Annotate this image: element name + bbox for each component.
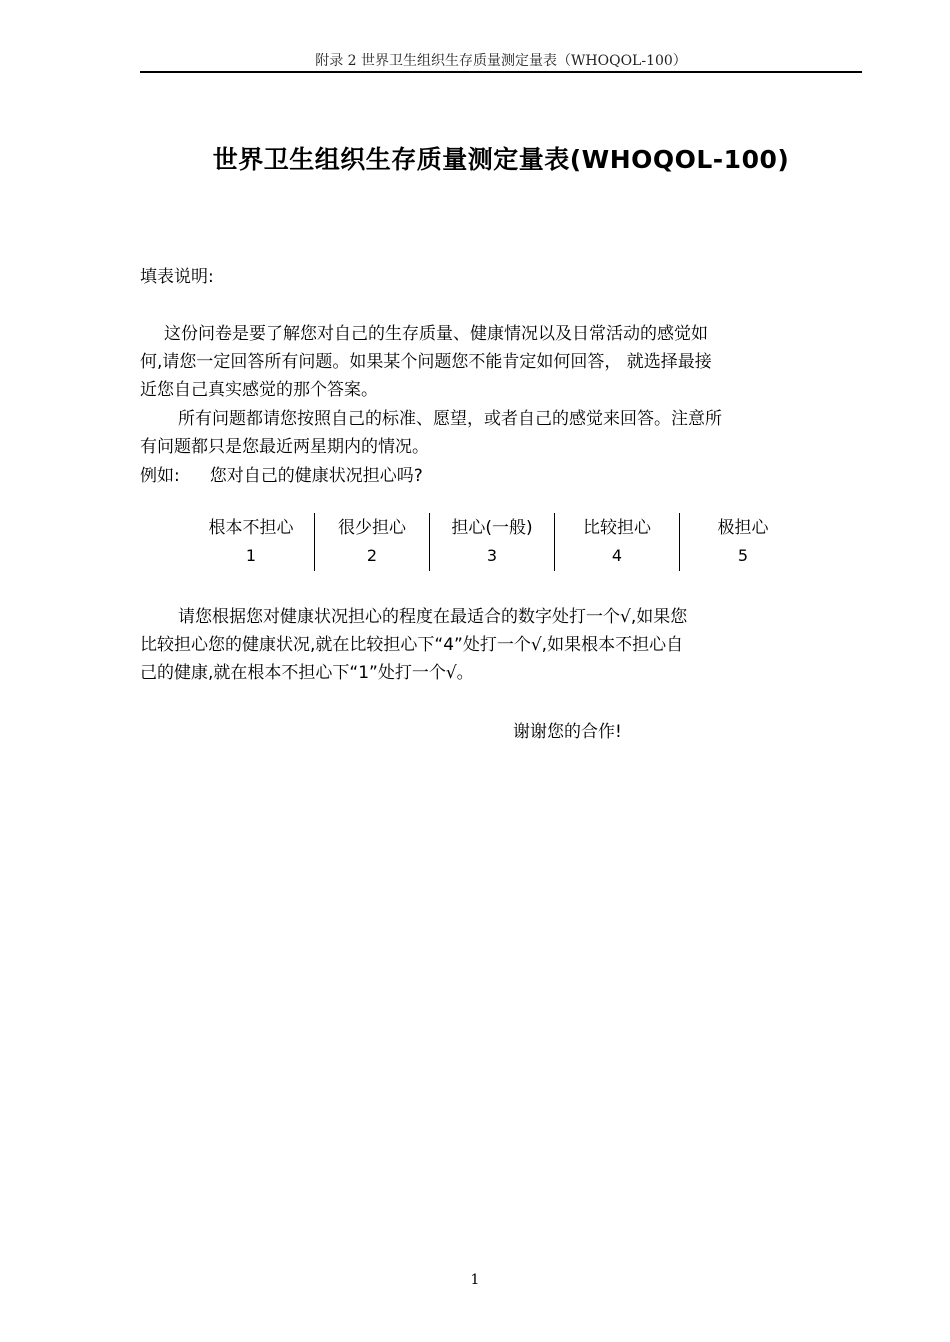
instructions-label: 填表说明: — [140, 267, 214, 287]
scale-option-label: 很少担心 — [338, 518, 406, 538]
guidance-paragraph — [140, 603, 820, 687]
scale-option-value: 5 — [737, 546, 749, 565]
paragraph-line: 有问题都只是您最近两星期内的情况。 — [140, 437, 429, 457]
scale-option-value: 4 — [611, 546, 623, 565]
example-label: 例如: — [140, 466, 180, 486]
scale-option-label: 担心(一般) — [451, 518, 533, 538]
scale-option-value: 3 — [486, 546, 498, 565]
paragraph-line: 请您根据您对健康状况担心的程度在最适合的数字处打一个√,如果您 — [178, 607, 688, 627]
paragraph-line: 己的健康,就在根本不担心下“1”处打一个√。 — [140, 663, 474, 683]
instructions-paragraph-2 — [140, 405, 820, 461]
scale-option[interactable] — [554, 513, 679, 571]
scale-option-value: 2 — [366, 546, 378, 565]
paragraph-line: 近您自己真实感觉的那个答案。 — [140, 380, 378, 400]
instructions-paragraph-1 — [140, 320, 820, 404]
scale-option[interactable] — [679, 513, 806, 571]
scale-option[interactable] — [429, 513, 554, 571]
page-number: 1 — [470, 1272, 480, 1288]
scale-option[interactable] — [188, 513, 314, 571]
paragraph-line: 比较担心您的健康状况,就在比较担心下“4”处打一个√,如果根本不担心自 — [140, 635, 684, 655]
thanks-note: 谢谢您的合作! — [513, 722, 622, 742]
example-row — [140, 462, 423, 490]
page-title: 世界卫生组织生存质量测定量表(WHOQOL-100) — [212, 145, 790, 174]
scale-option-value: 1 — [245, 546, 257, 565]
paragraph-line: 这份问卷是要了解您对自己的生存质量、健康情况以及日常活动的感觉如 — [164, 324, 708, 344]
example-question: 您对自己的健康状况担心吗? — [209, 466, 423, 486]
response-scale — [188, 513, 806, 571]
paragraph-line: 所有问题都请您按照自己的标准、愿望，或者自己的感觉来回答。注意所 — [178, 409, 722, 429]
scale-option-label: 根本不担心 — [208, 518, 294, 538]
paragraph-line: 何,请您一定回答所有问题。如果某个问题您不能肯定如何回答， 就选择最接 — [140, 352, 712, 372]
running-header: 附录 2 世界卫生组织生存质量测定量表（WHOQOL-100） — [315, 53, 687, 69]
header-rule — [140, 71, 862, 73]
scale-option-label: 极担心 — [717, 518, 769, 538]
scale-option[interactable] — [314, 513, 429, 571]
scale-option-label: 比较担心 — [583, 518, 651, 538]
